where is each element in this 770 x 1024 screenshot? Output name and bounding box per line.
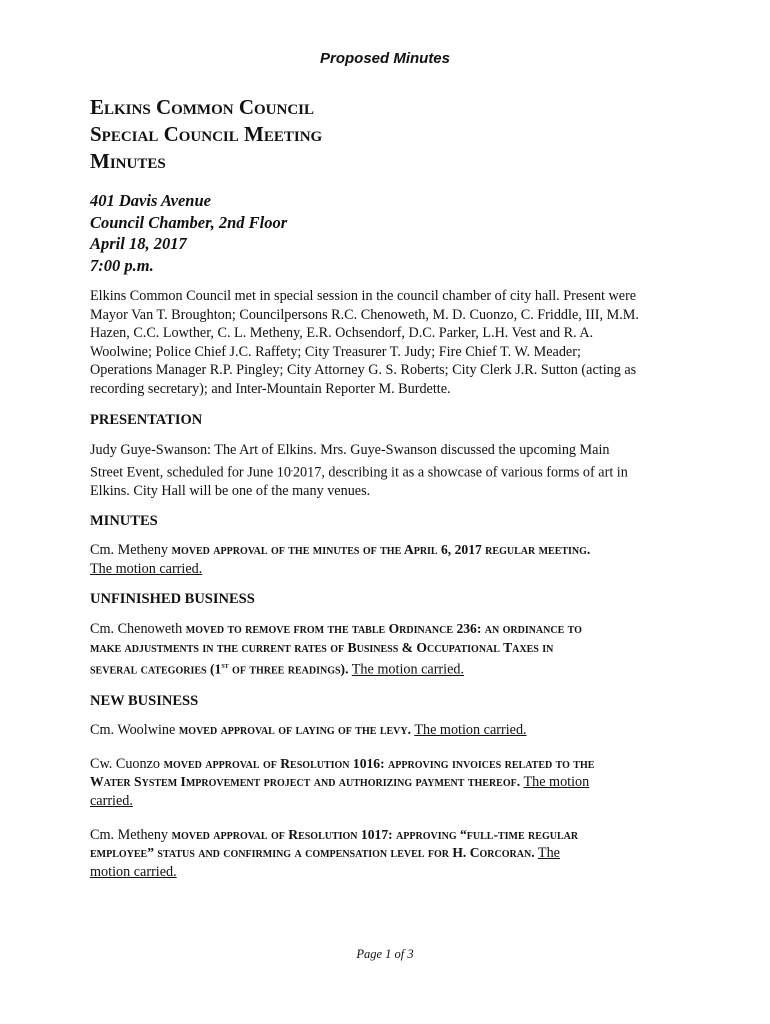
text-line: Street Event, scheduled for June 10,2017, describing it as a showcase of various forms of art in bbox=[90, 463, 628, 481]
text-line: employee” status and confirming a compensation level for H. Corcoran. The bbox=[90, 845, 560, 862]
text-line: Judy Guye-Swanson: The Art of Elkins. Mrs. Guye-Swanson discussed the upcoming Main bbox=[90, 442, 610, 459]
title-line: Minutes bbox=[90, 149, 166, 173]
section-heading-new-business: NEW BUSINESS bbox=[90, 692, 199, 709]
text-line: Cw. Cuonzo moved approval of Resolution 1016: approving invoices related to the bbox=[90, 755, 595, 772]
section-heading-presentation: PRESENTATION bbox=[90, 411, 203, 428]
new-business-motion bbox=[90, 755, 690, 811]
text-line: Mayor Van T. Broughton; Councilpersons R.C. Chenoweth, M. D. Cuonzo, C. Friddle, III, M.M. bbox=[90, 306, 639, 323]
title-line: Special Council Meeting bbox=[90, 122, 323, 146]
address-line: 401 Davis Avenue bbox=[90, 191, 211, 210]
text-line: several categories (1st of three readings). The motion carried. bbox=[90, 661, 465, 678]
text-line: recording secretary); and Inter-Mountain Reporter M. Burdette. bbox=[90, 380, 451, 397]
motion-result: The motion carried. bbox=[351, 661, 465, 678]
address-line: Council Chamber, 2nd Floor bbox=[90, 212, 288, 232]
motion-result: motion carried. bbox=[90, 863, 177, 880]
section-heading-unfinished-business: UNFINISHED BUSINESS bbox=[90, 591, 255, 608]
minutes-motion bbox=[90, 541, 690, 578]
page-number: Page 1 of 3 bbox=[356, 947, 414, 961]
text-line: Water System Improvement project and authorizing payment thereof. The motion bbox=[90, 774, 590, 791]
motion-result: The motion bbox=[523, 774, 590, 791]
document-title bbox=[90, 94, 322, 175]
text-line: Cm. Woolwine moved approval of laying of the levy. The motion carried. bbox=[90, 722, 527, 739]
proposed-minutes-header: Proposed Minutes bbox=[319, 50, 450, 67]
new-business-motion bbox=[90, 826, 690, 882]
text-line: Cm. Chenoweth moved to remove from the table Ordinance 236: an ordinance to bbox=[90, 621, 582, 638]
text-line: Cm. Metheny moved approval of Resolution 1017: approving “full-time regular bbox=[90, 826, 579, 843]
text-line: Operations Manager R.P. Pingley; City Attorney G. S. Roberts; City Clerk J.R. Sutton (acting as bbox=[90, 362, 637, 379]
attendance-paragraph bbox=[90, 287, 690, 399]
text-line: Elkins Common Council met in special session in the council chamber of city hall. Present were bbox=[90, 288, 637, 304]
motion-result: The bbox=[537, 845, 560, 862]
text-line: Elkins. City Hall will be one of the many venues. bbox=[90, 483, 371, 500]
meeting-date: April 18, 2017 bbox=[90, 234, 187, 253]
text-line: Woolwine; Police Chief J.C. Raffety; City Treasurer T. Judy; Fire Chief T. W. Meader; bbox=[90, 343, 581, 360]
text-line: Hazen, C.C. Lowther, C. L. Metheny, E.R. Ochsendorf, D.C. Parker, L.H. Vest and R. A. bbox=[90, 325, 594, 342]
new-business-motion bbox=[90, 721, 690, 740]
motion-result: carried. bbox=[90, 792, 133, 809]
minutes-body bbox=[90, 287, 690, 881]
text-line: Cm. Metheny moved approval of the minutes of the April 6, 2017 regular meeting. bbox=[90, 542, 591, 559]
unfinished-motion bbox=[90, 620, 690, 680]
title-line: Elkins Common Council bbox=[90, 95, 315, 119]
text-line: make adjustments in the current rates of Business & Occupational Taxes in bbox=[90, 639, 554, 655]
presentation-paragraph bbox=[90, 441, 690, 501]
motion-result: The motion carried. bbox=[90, 560, 203, 577]
motion-result: The motion carried. bbox=[414, 722, 527, 739]
meeting-location bbox=[90, 190, 287, 276]
section-heading-minutes: MINUTES bbox=[90, 512, 158, 529]
meeting-time: 7:00 p.m. bbox=[90, 255, 154, 275]
